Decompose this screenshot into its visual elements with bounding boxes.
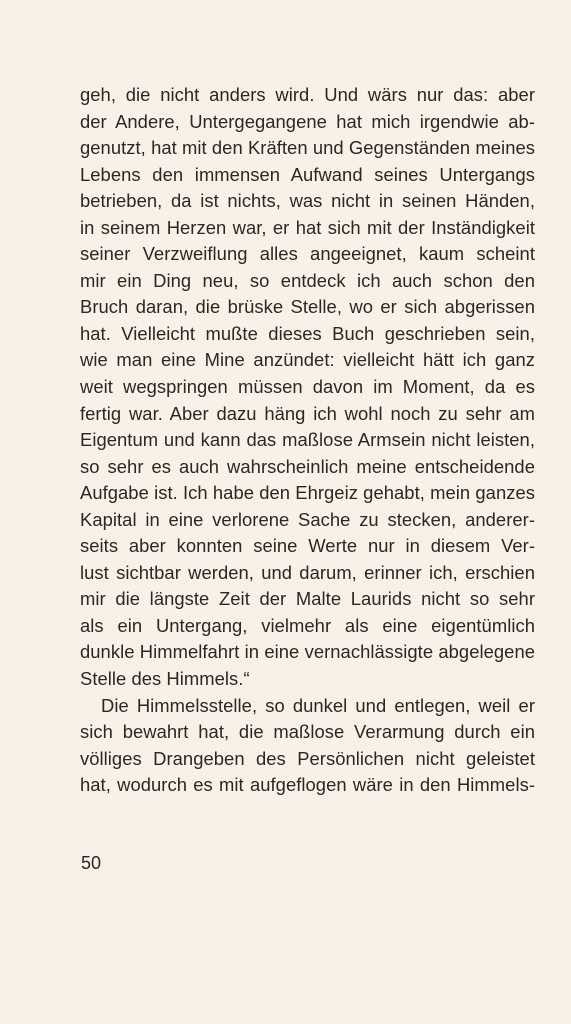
text-line: geh, die nicht anders wird. Und wärs nur das: aber	[80, 84, 535, 105]
text-line: wie man eine Mine anzündet: vielleicht hätt ich ganz	[80, 349, 535, 371]
text-line: in seinem Herzen war, er hat sich mit der Inständigkeit	[80, 216, 535, 238]
text-line: Kapital in eine verlorene Sache zu stecken, anderer-	[80, 508, 535, 530]
text-line: hat. Vielleicht mußte dieses Buch geschrieben sein,	[80, 322, 535, 344]
text-line: genutzt, hat mit den Kräften und Gegenständen meines	[80, 137, 535, 159]
text-line: dunkle Himmelfahrt in eine vernachlässigte abgelegene	[80, 641, 535, 663]
text-line: weit wegspringen müssen davon im Moment, da es	[80, 376, 535, 398]
text-line: so sehr es auch wahrscheinlich meine entscheidende	[80, 455, 535, 477]
text-line: mir ein Ding neu, so entdeck ich auch schon den	[80, 269, 535, 291]
text-line: hat, wodurch es mit aufgeflogen wäre in den Himmels-	[80, 774, 535, 796]
text-line: fertig war. Aber dazu häng ich wohl noch zu sehr am	[80, 402, 535, 424]
text-line: völliges Drangeben des Persönlichen nicht geleistet	[80, 747, 535, 769]
text-line: der Andere, Untergegangene hat mich irgendwie ab-	[80, 110, 535, 132]
text-line: Lebens den immensen Aufwand seines Untergangs	[80, 163, 535, 185]
text-line: Eigentum und kann das maßlose Armsein nicht leisten,	[80, 429, 535, 451]
text-line: seiner Verzweiflung alles angeeignet, kaum scheint	[80, 243, 535, 265]
text-line: sich bewahrt hat, die maßlose Verarmung durch ein	[80, 721, 535, 743]
text-line: lust sichtbar werden, und darum, erinner ich, erschien	[80, 561, 535, 583]
text-line: Stelle des Himmels.“	[80, 668, 250, 690]
text-line: Aufgabe ist. Ich habe den Ehrgeiz gehabt, mein ganzes	[80, 482, 535, 504]
text-line: Bruch daran, die brüske Stelle, wo er sich abgerissen	[80, 296, 535, 318]
text-line: mir die längste Zeit der Malte Laurids nicht so sehr	[80, 588, 535, 610]
text-line: als ein Untergang, vielmehr als eine eigentümlich	[80, 614, 535, 636]
page-number: 50	[81, 853, 102, 873]
text-line: seits aber konnten seine Werte nur in diesem Ver-	[80, 535, 535, 557]
body-text	[80, 82, 535, 799]
text-line: betrieben, da ist nichts, was nicht in seinen Händen,	[80, 190, 535, 212]
paragraph-start-line: Die Himmelsstelle, so dunkel und entlegen, weil er	[101, 694, 535, 716]
